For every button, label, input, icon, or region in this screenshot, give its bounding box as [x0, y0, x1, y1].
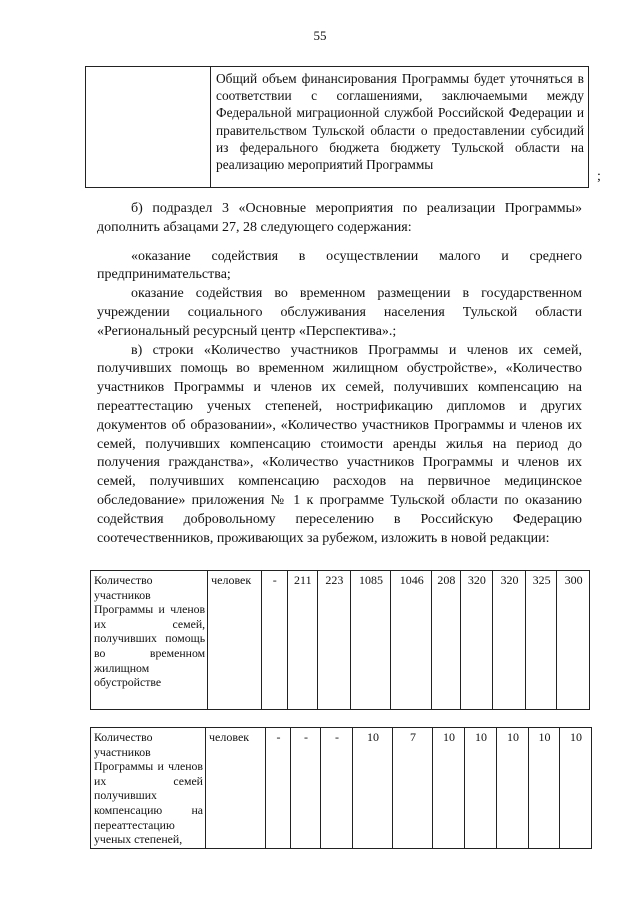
value-cell: 208 [432, 571, 461, 710]
value-cell: 10 [353, 728, 393, 849]
unit-cell: человек [208, 571, 262, 710]
value-cell: 223 [318, 571, 351, 710]
paragraph-v: в) строки «Количество участников Программы и членов их семей, получивших помощь во временном жилищном обустройстве», «Количество участников Программы и членов их семей, получивших компенсацию на переаттестацию ученых степеней, нострификацию дипломов и других документов об образовании», «Количество участников Программы и членов их семей, получивших компенсацию стоимости аренды жилья на период до получения гражданства», «Количество участников Программы и членов их семей, получивших компенсацию расходов на первичное медицинское обследование» приложения № 1 к программе Тульской области по оказанию содействия добровольному переселению в Российскую Федерацию соотечественников, проживающих за рубежом, изложить в новой редакции: [97, 342, 582, 546]
value-cell: 320 [493, 571, 526, 710]
value-cell: - [321, 728, 353, 849]
value-cell: 7 [393, 728, 433, 849]
value-cell: 10 [497, 728, 529, 849]
page-number: 55 [313, 28, 327, 43]
indicator-label: Количество участников Программы и членов их семей получивших компенсацию на переаттестацию ученых степеней, [91, 728, 206, 849]
financing-table [85, 66, 589, 188]
paragraph-support-business: «оказание содействия в осуществлении малого и среднего предпринимательства; [97, 248, 582, 283]
unit-cell: человек [206, 728, 266, 849]
value-cell: - [262, 571, 287, 710]
value-cell: 1046 [391, 571, 432, 710]
row-end-semicolon: ; [597, 169, 601, 184]
value-cell: 320 [460, 571, 493, 710]
indicator-table-certification [90, 727, 592, 849]
paragraph-temporary-placement: оказание содействия во временном размещении в государственном учреждении социального обслуживания населения Тульской области «Региональный ресурсный центр «Перспектива».; [97, 286, 582, 339]
indicator-table-housing [90, 570, 590, 710]
value-cell: 300 [557, 571, 590, 710]
value-cell: 10 [465, 728, 497, 849]
value-cell: - [266, 728, 291, 849]
value-cell: 10 [560, 728, 592, 849]
paragraph-b: б) подраздел 3 «Основные мероприятия по реализации Программы» дополнить абзацами 27, 28 следующего содержания: [97, 201, 582, 235]
value-cell: 1085 [350, 571, 391, 710]
value-cell: 10 [529, 728, 560, 849]
financing-empty-cell [86, 67, 211, 188]
amendment-text [97, 200, 582, 548]
table-row [91, 728, 592, 849]
value-cell: 10 [433, 728, 465, 849]
table-row [91, 571, 590, 710]
financing-note: Общий объем финансирования Программы будет уточняться в соответствии с соглашениями, заключаемыми между Федеральной миграционной службой Российской Федерации и правительством Тульской области о предоставлении субсидий из федерального бюджета бюджету Тульской области на реализацию мероприятий Программы [216, 71, 584, 173]
value-cell: 325 [525, 571, 557, 710]
indicator-label: Количество участников Программы и членов их семей, получивших помощь во временном жилищном обустройстве [91, 571, 208, 710]
value-cell: - [291, 728, 321, 849]
financing-cell [211, 67, 589, 188]
value-cell: 211 [287, 571, 318, 710]
